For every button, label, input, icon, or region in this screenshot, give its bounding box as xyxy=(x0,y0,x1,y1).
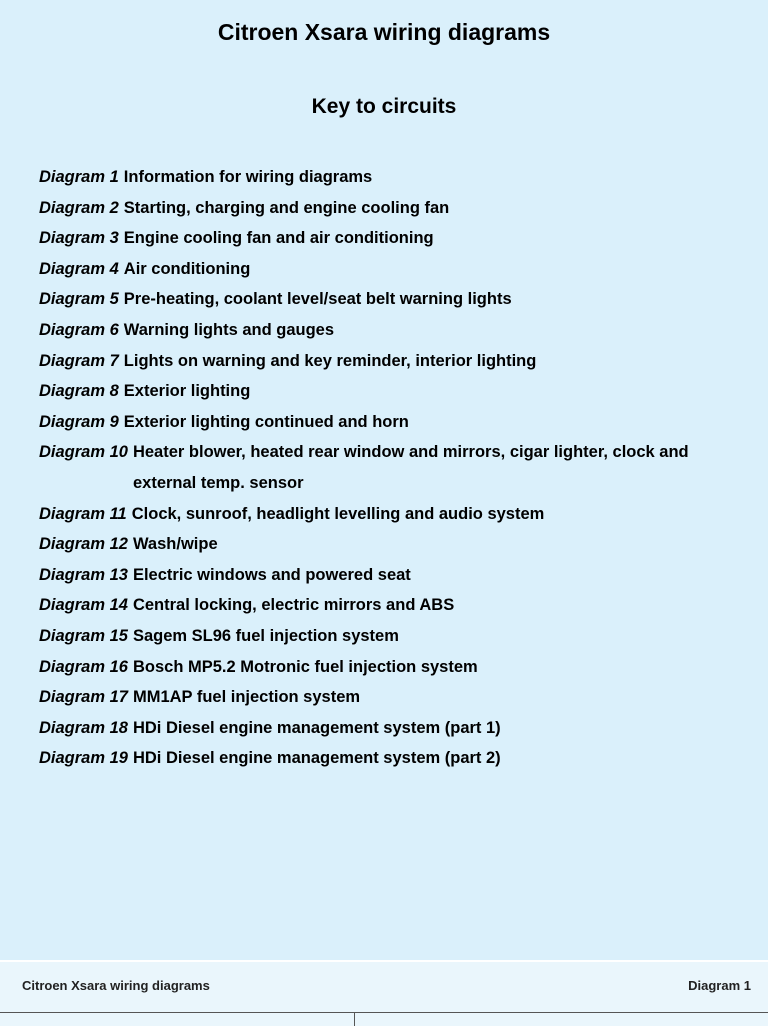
page-footer xyxy=(0,960,768,1026)
diagram-label: Diagram 6 xyxy=(39,320,119,339)
diagram-description: Exterior lighting xyxy=(123,382,251,401)
list-item xyxy=(39,346,754,377)
footer-column-divider xyxy=(354,1013,355,1026)
diagram-description: HDi Diesel engine management system (part 1) xyxy=(132,718,501,737)
diagram-label: Diagram 10 xyxy=(39,443,128,462)
footer-diagram-number: Diagram 1 xyxy=(688,978,751,993)
diagram-label: Diagram 11 xyxy=(39,504,127,523)
diagram-description: Warning lights and gauges xyxy=(123,320,335,339)
diagram-label: Diagram 15 xyxy=(39,626,128,645)
diagram-label: Diagram 8 xyxy=(39,382,119,401)
diagram-description: Electric windows and powered seat xyxy=(132,565,411,584)
diagram-label: Diagram 5 xyxy=(39,290,119,309)
list-item xyxy=(39,590,754,621)
diagram-label: Diagram 4 xyxy=(39,259,119,278)
diagram-description: Lights on warning and key reminder, interior lighting xyxy=(123,351,537,370)
diagram-description: HDi Diesel engine management system (part 2) xyxy=(132,749,501,768)
footer-divider xyxy=(0,1012,768,1013)
diagram-label: Diagram 3 xyxy=(39,229,119,248)
list-item xyxy=(39,529,754,560)
list-item xyxy=(39,713,754,744)
diagram-description: Information for wiring diagrams xyxy=(123,168,373,186)
list-item xyxy=(39,560,754,591)
diagram-description: Sagem SL96 fuel injection system xyxy=(132,626,399,645)
diagram-label: Diagram 9 xyxy=(39,412,119,431)
diagram-label: Diagram 2 xyxy=(39,198,119,217)
list-item xyxy=(39,652,754,683)
list-item xyxy=(39,376,754,407)
diagram-label: Diagram 12 xyxy=(39,535,128,554)
diagram-label: Diagram 19 xyxy=(39,749,128,768)
diagram-description: Pre-heating, coolant level/seat belt warning lights xyxy=(123,290,512,309)
list-item xyxy=(39,407,754,438)
list-item xyxy=(39,162,754,193)
diagram-description: Engine cooling fan and air conditioning xyxy=(123,229,434,248)
diagram-description: Heater blower, heated rear window and mirrors, cigar lighter, clock and external temp. sensor xyxy=(132,443,689,492)
diagram-description: Bosch MP5.2 Motronic fuel injection system xyxy=(132,657,478,676)
diagram-label: Diagram 1 xyxy=(39,168,119,186)
list-item xyxy=(39,193,754,224)
page-title: Citroen Xsara wiring diagrams xyxy=(217,19,551,45)
list-item xyxy=(39,223,754,254)
diagram-label: Diagram 16 xyxy=(39,657,128,676)
list-item xyxy=(39,682,754,713)
footer-bar xyxy=(0,962,768,1012)
diagram-description: Central locking, electric mirrors and ABS xyxy=(132,596,455,615)
diagram-description: Wash/wipe xyxy=(132,535,218,554)
diagram-label: Diagram 7 xyxy=(39,351,119,370)
footer-document-title: Citroen Xsara wiring diagrams xyxy=(22,978,210,993)
diagram-description: MM1AP fuel injection system xyxy=(132,688,361,707)
diagram-description: Air conditioning xyxy=(123,259,251,278)
list-item xyxy=(39,254,754,285)
circuit-key-list xyxy=(39,162,754,774)
list-item xyxy=(39,284,754,315)
list-item xyxy=(39,315,754,346)
diagram-description: Clock, sunroof, headlight levelling and audio system xyxy=(131,504,545,523)
diagram-label: Diagram 18 xyxy=(39,718,128,737)
diagram-description: Exterior lighting continued and horn xyxy=(123,412,409,431)
list-item xyxy=(39,743,754,774)
diagram-label: Diagram 14 xyxy=(39,596,128,615)
diagram-description: Starting, charging and engine cooling fan xyxy=(123,198,450,217)
list-item xyxy=(39,437,754,498)
list-item xyxy=(39,499,754,530)
diagram-label: Diagram 13 xyxy=(39,565,128,584)
list-item xyxy=(39,621,754,652)
diagram-label: Diagram 17 xyxy=(39,688,128,707)
section-heading: Key to circuits xyxy=(311,95,457,118)
